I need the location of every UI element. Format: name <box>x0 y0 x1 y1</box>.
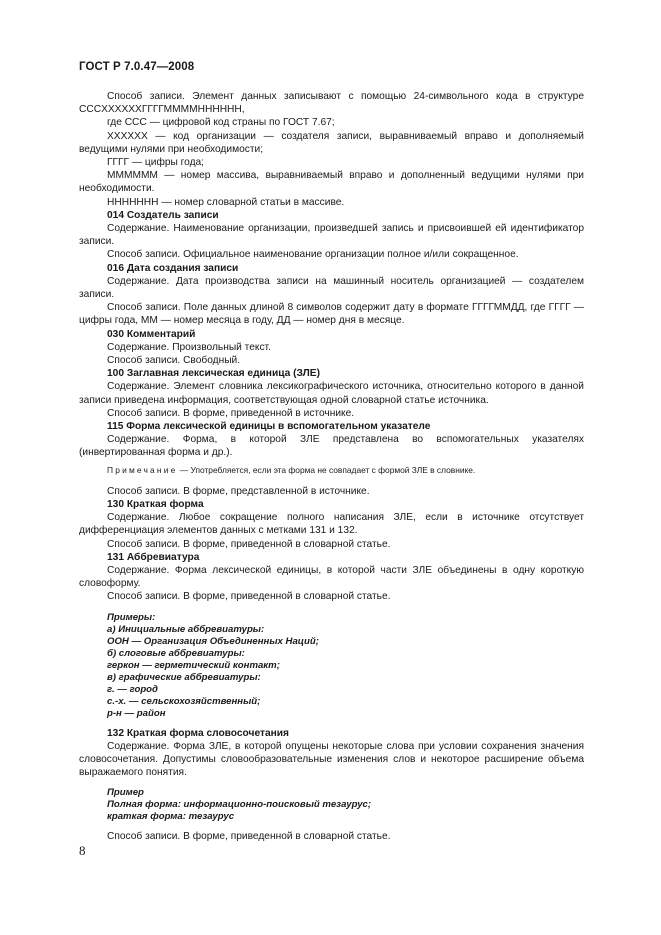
paragraph: Способ записи. В форме, представленной в источнике. <box>107 485 370 497</box>
paragraph: Содержание. Любое сокращение полного написания ЗЛЕ, если в источнике отсутствует дифференциация элементов данных с метками 131 и 132. <box>79 512 584 537</box>
example-line: геркон — герметический контакт; <box>107 659 280 671</box>
section-heading-100: 100 Заглавная лексическая единица (ЗЛЕ) <box>107 368 320 380</box>
paragraph: Содержание. Форма, в которой ЗЛЕ представлена во вспомогательных указателях (инвертированная форма и др.). <box>79 434 584 459</box>
examples-phrase <box>79 787 584 823</box>
example-line: г. — город <box>107 683 158 695</box>
section-heading-131: 131 Аббревиатура <box>107 551 200 563</box>
example-line: Пример <box>107 787 144 799</box>
example-line: краткая форма: тезаурус <box>107 811 235 823</box>
section-heading-016: 016 Дата создания записи <box>107 262 239 274</box>
paragraph: Содержание. Элемент словника лексикографического источника, относительно которого в данной записи приведена информация, соответствующая одной словарной статье источника. <box>79 381 584 406</box>
paragraph: Способ записи. В форме, приведенной в словарной статье. <box>107 538 391 550</box>
paragraph: Содержание. Форма ЗЛЕ, в которой опущены некоторые слова при условии сохранения значения словосочетания. Допустимы словообразовательные изменения слов и некоторое расширение объема выражаемого понятия. <box>79 740 584 779</box>
examples-abbreviation <box>79 612 584 720</box>
example-line: Примеры: <box>107 611 156 623</box>
paragraph: Способ записи. В форме, приведенной в словарной статье. <box>107 831 391 843</box>
paragraph: Способ записи. В форме, приведенной в словарной статье. <box>107 591 391 603</box>
example-line: б) слоговые аббревиатуры: <box>107 647 245 659</box>
example-line: Полная форма: информационно-поисковый тезаурус; <box>107 799 372 811</box>
paragraph: ННННННН — номер словарной статьи в массиве. <box>107 196 345 208</box>
paragraph: Содержание. Произвольный текст. <box>107 341 271 353</box>
example-line: р-н — район <box>107 707 166 719</box>
paragraph: Способ записи. Официальное наименование организации полное и/или сокращенное. <box>107 249 519 261</box>
paragraph: где ССС — цифровой код страны по ГОСТ 7.67; <box>107 117 335 129</box>
paragraph: ММММММ — номер массива, выравниваемый вправо и дополненный ведущими нулями при необходимости. <box>79 170 584 195</box>
paragraph: ГГГГ — цифры года; <box>107 157 205 169</box>
section-heading-030: 030 Комментарий <box>107 328 196 340</box>
page-number: 8 <box>79 843 86 858</box>
example-line: в) графические аббревиатуры: <box>107 671 261 683</box>
paragraph: Способ записи. Элемент данных записывают с помощью 24-символьного кода в структуре ССCXXXXXXГГГГММММНННННН, <box>79 91 584 116</box>
section-heading-115: 115 Форма лексической единицы в вспомогательном указателе <box>107 421 431 433</box>
paragraph: Способ записи. Поле данных длиной 8 символов содержит дату в формате ГГГГММДД, где ГГГГ — цифры года, ММ — номер месяца в году, ДД — номер дня в месяце. <box>79 302 584 327</box>
section-heading-014: 014 Создатель записи <box>107 209 219 221</box>
example-line: а) Инициальные аббревиатуры: <box>107 623 265 635</box>
paragraph: Способ записи. В форме, приведенной в источнике. <box>107 407 355 419</box>
document-header: ГОСТ Р 7.0.47—2008 <box>79 61 195 73</box>
paragraph: ХХХХХХ — код организации — создателя записи, выравниваемый вправо и дополняемый ведущими нулями при необходимости; <box>79 130 584 155</box>
section-heading-130: 130 Краткая форма <box>107 498 204 510</box>
note <box>79 464 584 476</box>
paragraph: Содержание. Дата производства записи на машинный носитель организацией — создателем записи. <box>79 275 584 301</box>
paragraph: Содержание. Наименование организации, произведшей запись и присвоившей ей идентификатор записи. <box>79 223 584 248</box>
note-text: — Употребляется, если эта форма не совпадает с формой ЗЛЕ в словнике. <box>177 464 476 475</box>
note-label: Примечание <box>107 464 178 475</box>
section-heading-132: 132 Краткая форма словосочетания <box>107 727 289 739</box>
example-line: с.-х. — сельскохозяйственный; <box>107 695 261 707</box>
paragraph: Содержание. Форма лексической единицы, в которой части ЗЛЕ объединены в одну короткую словоформу. <box>79 564 584 590</box>
paragraph: Способ записи. Свободный. <box>107 355 241 367</box>
document-body <box>79 90 584 844</box>
example-line: ООН — Организация Объединенных Наций; <box>107 635 319 647</box>
